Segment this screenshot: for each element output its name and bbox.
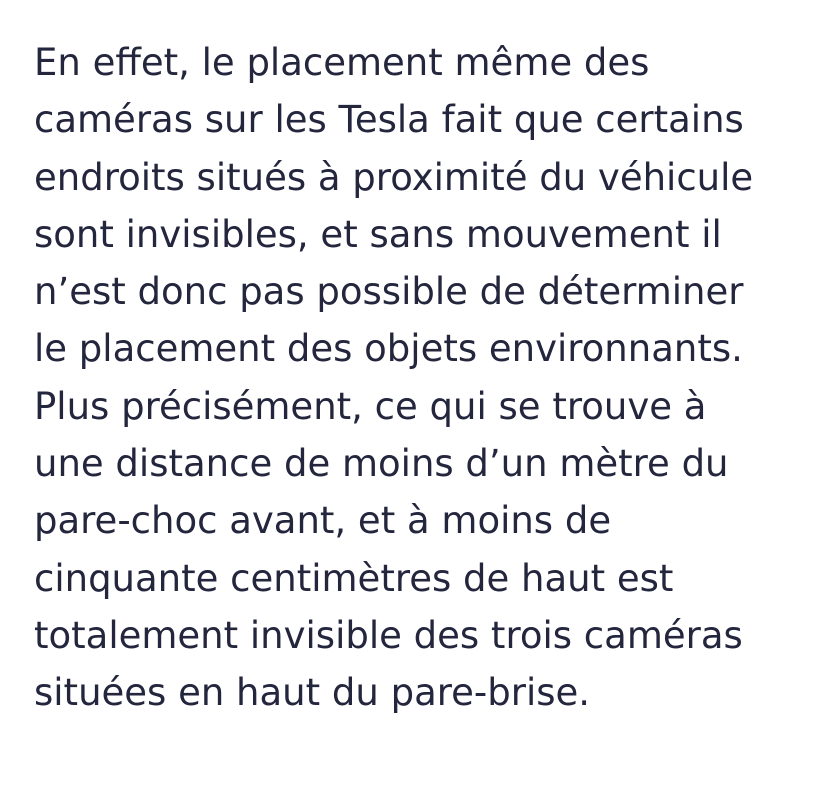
paragraph-line: En effet, le placement même des xyxy=(34,41,650,84)
paragraph-line: situées en haut du pare-brise. xyxy=(34,671,591,715)
article-paragraph xyxy=(34,34,814,722)
paragraph-line: Plus précisément, ce qui se trouve à xyxy=(34,384,707,428)
paragraph-line: n’est donc pas possible de déterminer xyxy=(34,270,744,314)
paragraph-line: sont invisibles, et sans mouvement il xyxy=(34,212,722,256)
paragraph-line: cinquante centimètres de haut est xyxy=(34,556,674,600)
paragraph-line: caméras sur les Tesla fait que certains xyxy=(34,98,744,142)
paragraph-line: endroits situés à proximité du véhicule xyxy=(34,155,754,199)
paragraph-line: pare-choc avant, et à moins de xyxy=(34,499,612,543)
paragraph-line: le placement des objets environnants. xyxy=(34,327,743,371)
paragraph-line: une distance de moins d’un mètre du xyxy=(34,442,729,486)
paragraph-line: totalement invisible des trois caméras xyxy=(34,613,743,657)
